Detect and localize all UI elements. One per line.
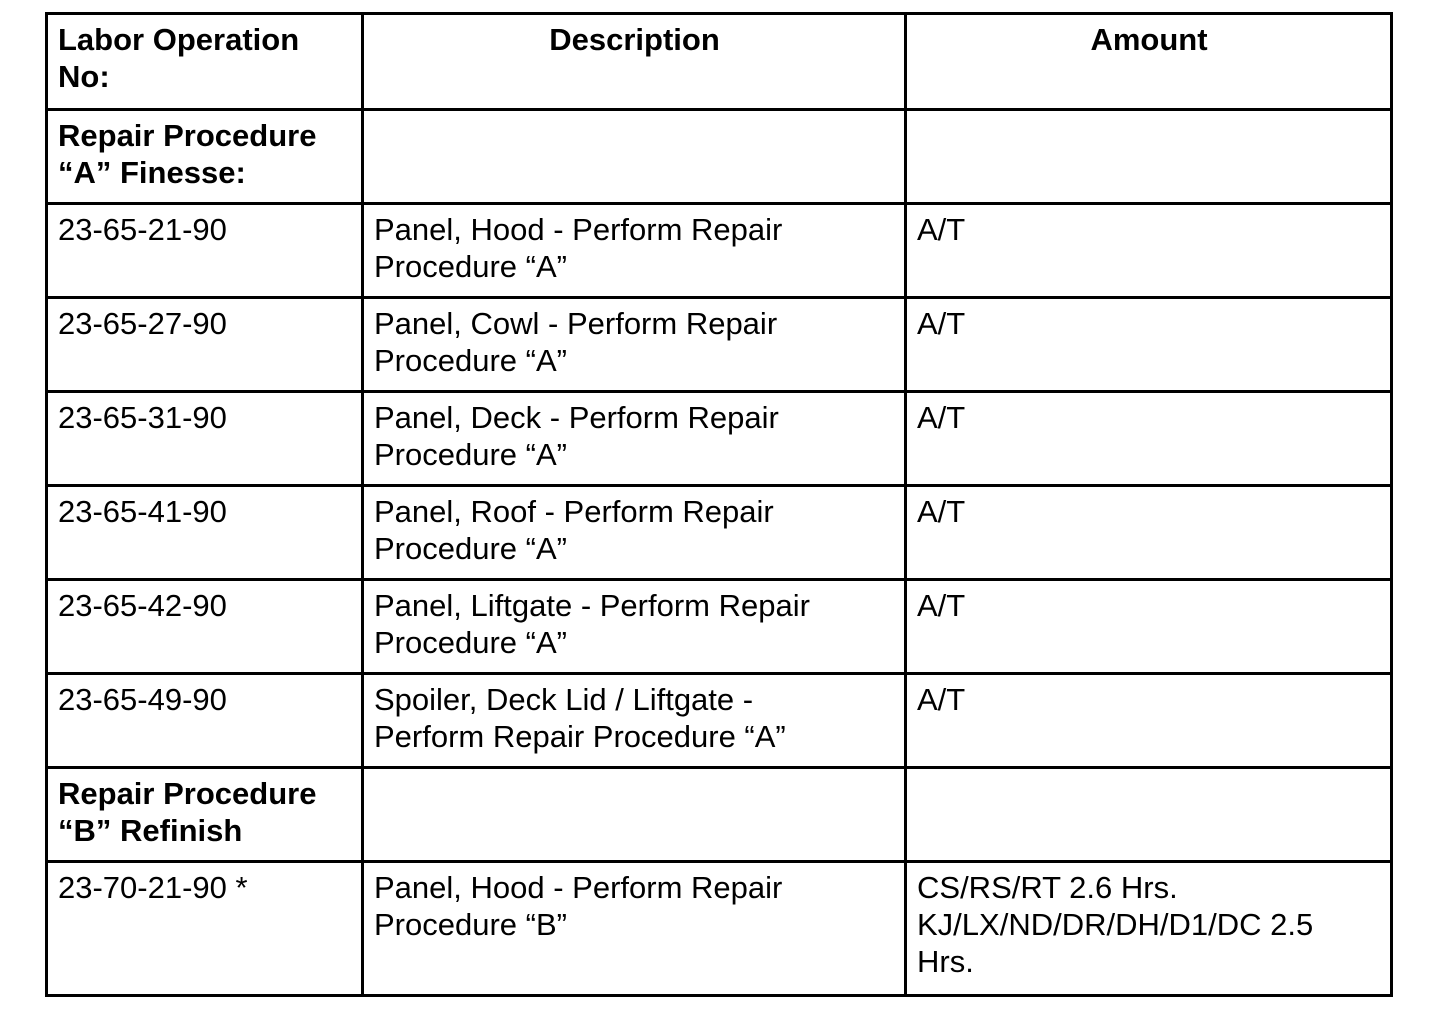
section-b-description-empty	[363, 768, 906, 862]
header-amount: Amount	[906, 14, 1392, 110]
labor-op-number: 23-65-42-90	[47, 580, 363, 674]
amount-cell: A/T	[906, 298, 1392, 392]
section-title-b-line2: “B” Refinish	[58, 813, 243, 848]
header-labor-op-line2: No:	[58, 59, 110, 94]
labor-operations-table	[45, 12, 1393, 997]
table-row	[47, 298, 1392, 392]
labor-op-number: 23-70-21-90 *	[47, 862, 363, 996]
amount-cell: A/T	[906, 580, 1392, 674]
section-title-a-line1: Repair Procedure	[58, 118, 317, 153]
section-title-b	[47, 768, 363, 862]
section-row-a	[47, 110, 1392, 204]
description-line2: Procedure “B”	[374, 907, 567, 942]
amount-line1: CS/RS/RT 2.6 Hrs.	[917, 870, 1178, 905]
labor-op-number: 23-65-21-90	[47, 204, 363, 298]
labor-op-number: 23-65-49-90	[47, 674, 363, 768]
description-line1: Panel, Hood - Perform Repair	[374, 870, 783, 905]
section-row-b	[47, 768, 1392, 862]
description-line1: Panel, Liftgate - Perform Repair	[374, 588, 810, 623]
description-line2: Procedure “A”	[374, 437, 567, 472]
amount-cell: A/T	[906, 204, 1392, 298]
description-cell	[363, 674, 906, 768]
table-row	[47, 486, 1392, 580]
description-line1: Panel, Roof - Perform Repair	[374, 494, 774, 529]
description-cell	[363, 298, 906, 392]
amount-cell	[906, 862, 1392, 996]
description-line1: Panel, Deck - Perform Repair	[374, 400, 779, 435]
amount-cell: A/T	[906, 674, 1392, 768]
labor-op-number: 23-65-41-90	[47, 486, 363, 580]
description-cell	[363, 204, 906, 298]
section-a-description-empty	[363, 110, 906, 204]
header-labor-operation-no	[47, 14, 363, 110]
section-b-amount-empty	[906, 768, 1392, 862]
description-line1: Spoiler, Deck Lid / Liftgate -	[374, 682, 754, 717]
amount-cell: A/T	[906, 392, 1392, 486]
description-line2: Procedure “A”	[374, 343, 567, 378]
description-line1: Panel, Hood - Perform Repair	[374, 212, 783, 247]
section-title-b-line1: Repair Procedure	[58, 776, 317, 811]
description-line1: Panel, Cowl - Perform Repair	[374, 306, 778, 341]
description-cell	[363, 580, 906, 674]
table-row	[47, 392, 1392, 486]
header-description: Description	[363, 14, 906, 110]
table-row	[47, 580, 1392, 674]
description-line2: Procedure “A”	[374, 625, 567, 660]
description-line2: Procedure “A”	[374, 531, 567, 566]
description-line2: Perform Repair Procedure “A”	[374, 719, 786, 754]
labor-op-number: 23-65-27-90	[47, 298, 363, 392]
amount-line2: KJ/LX/ND/DR/DH/D1/DC 2.5	[917, 907, 1314, 942]
header-row	[47, 14, 1392, 110]
section-title-a-line2: “A” Finesse:	[58, 155, 246, 190]
labor-op-number: 23-65-31-90	[47, 392, 363, 486]
table-row	[47, 204, 1392, 298]
section-a-amount-empty	[906, 110, 1392, 204]
table-row	[47, 674, 1392, 768]
description-line2: Procedure “A”	[374, 249, 567, 284]
header-labor-op-line1: Labor Operation	[58, 22, 300, 57]
description-cell	[363, 862, 906, 996]
description-cell	[363, 392, 906, 486]
amount-line3: Hrs.	[917, 944, 974, 979]
amount-cell: A/T	[906, 486, 1392, 580]
description-cell	[363, 486, 906, 580]
section-title-a	[47, 110, 363, 204]
table-row	[47, 862, 1392, 996]
